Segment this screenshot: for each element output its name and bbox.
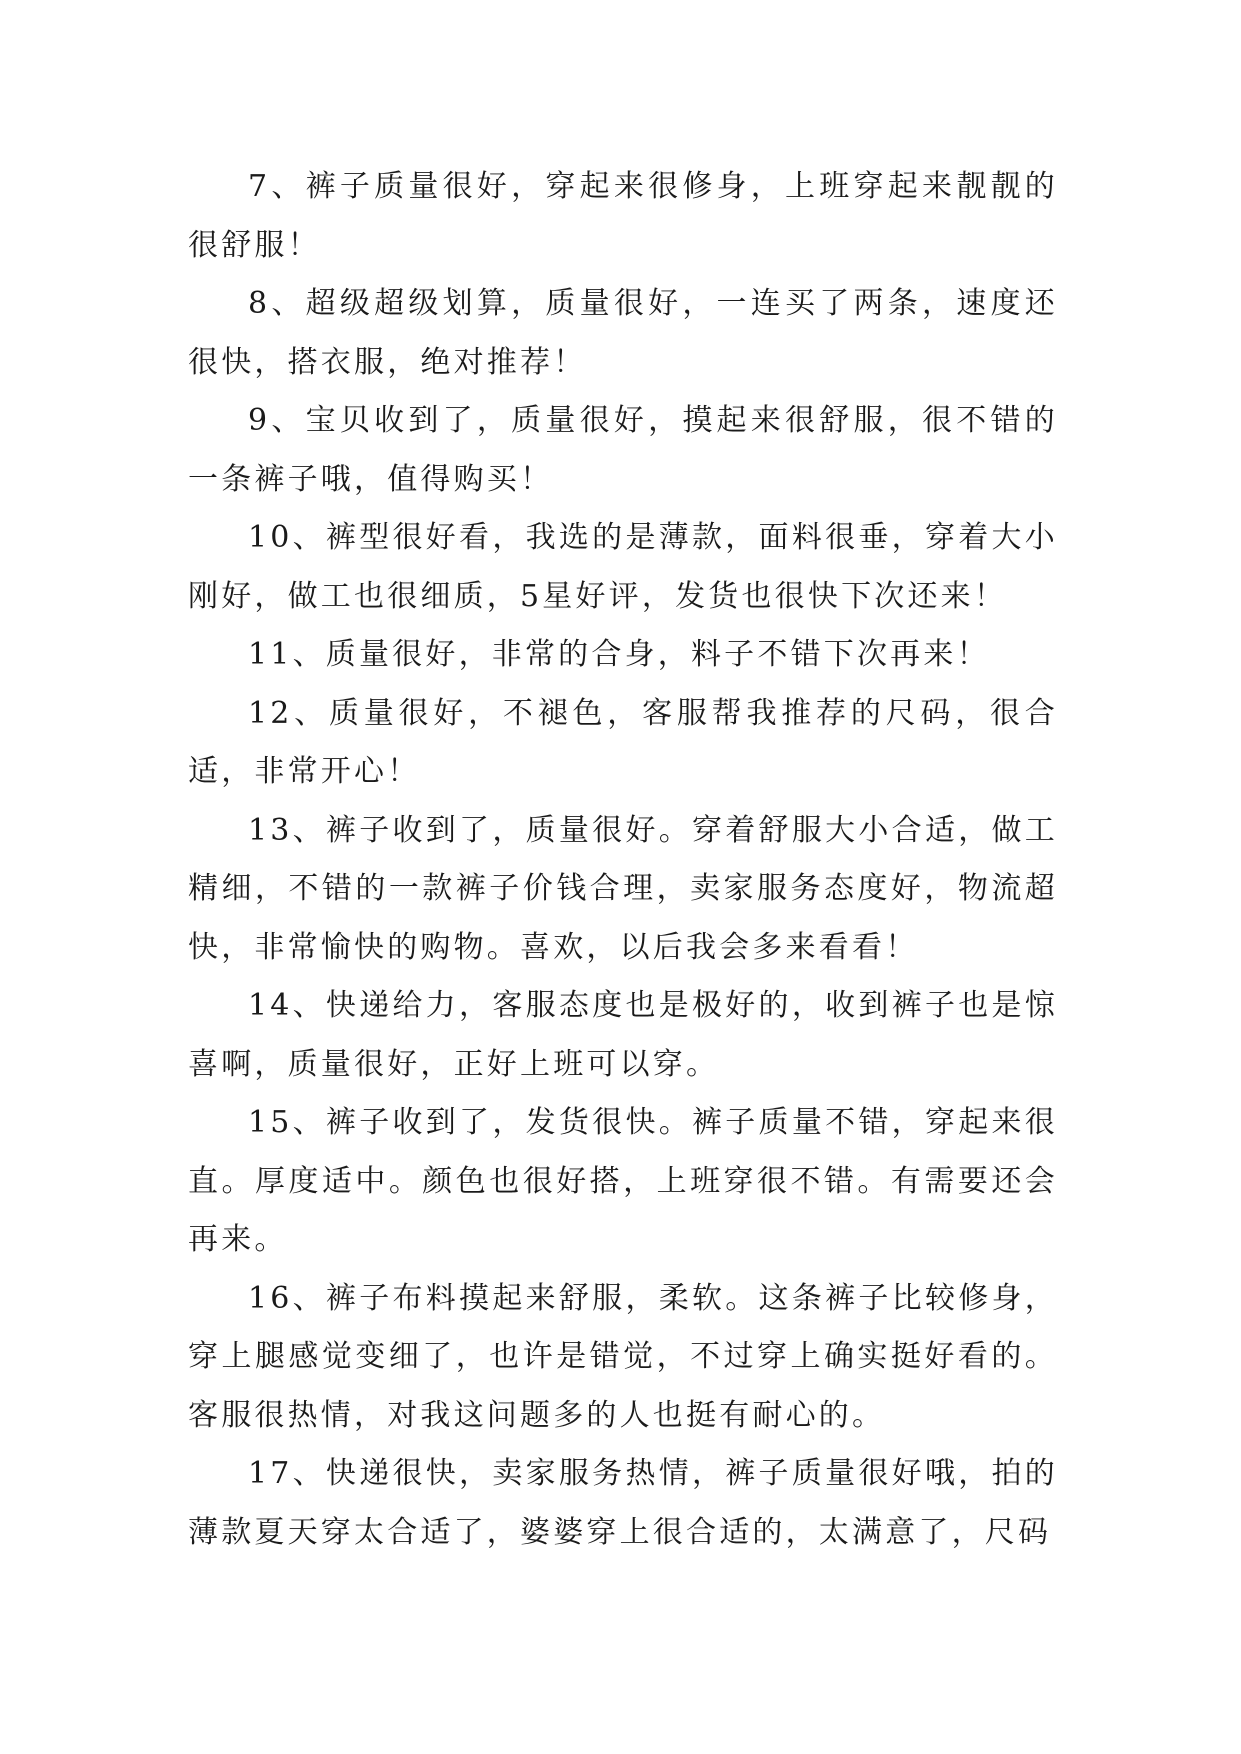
document-body [188, 158, 1058, 1562]
paragraph-14: 14、快递给力，客服态度也是极好的，收到裤子也是惊喜啊，质量很好，正好上班可以穿。 [188, 988, 1058, 1082]
paragraph-17: 17、快递很快，卖家服务热情，裤子质量很好哦，拍的薄款夏天穿太合适了，婆婆穿上很合适的，太满意了，尺码 [188, 1456, 1058, 1550]
paragraph-9: 9、宝贝收到了，质量很好，摸起来很舒服，很不错的一条裤子哦，值得购买！ [188, 403, 1058, 497]
paragraph-10: 10、裤型很好看，我选的是薄款，面料很垂，穿着大小刚好，做工也很细质，5星好评，发货也很快下次还来！ [188, 520, 1058, 614]
paragraph-13: 13、裤子收到了，质量很好。穿着舒服大小合适，做工精细，不错的一款裤子价钱合理，卖家服务态度好，物流超快，非常愉快的购物。喜欢，以后我会多来看看！ [188, 812, 1058, 965]
paragraph-11: 11、质量很好，非常的合身，料子不错下次再来！ [248, 637, 990, 672]
paragraph-8: 8、超级超级划算，质量很好，一连买了两条，速度还很快，搭衣服，绝对推荐！ [188, 286, 1058, 380]
paragraph-16: 16、裤子布料摸起来舒服，柔软。这条裤子比较修身，穿上腿感觉变细了，也许是错觉，不过穿上确实挺好看的。客服很热情，对我这问题多的人也挺有耐心的。 [188, 1280, 1058, 1433]
paragraph-15: 15、裤子收到了，发货很快。裤子质量不错，穿起来很直。厚度适中。颜色也很好搭，上班穿很不错。有需要还会再来。 [188, 1105, 1058, 1257]
paragraph-7: 7、裤子质量很好，穿起来很修身，上班穿起来靓靓的很舒服！ [188, 169, 1058, 263]
paragraph-12: 12、质量很好，不褪色，客服帮我推荐的尺码，很合适，非常开心！ [188, 695, 1058, 789]
